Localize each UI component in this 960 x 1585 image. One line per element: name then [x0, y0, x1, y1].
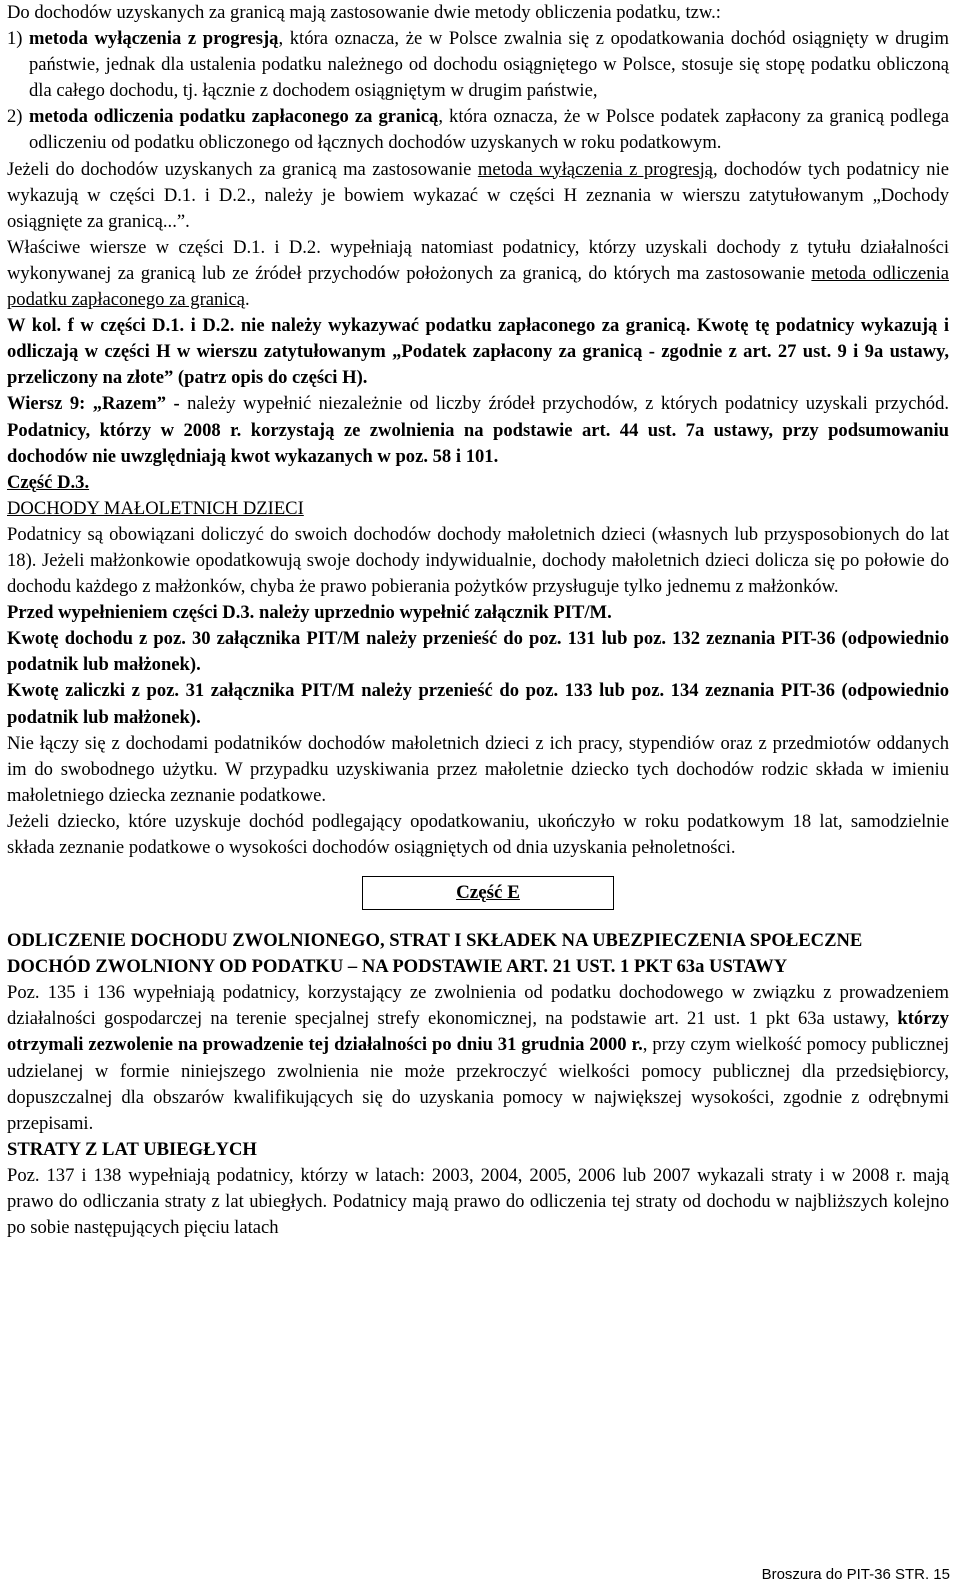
progresja-paragraph [7, 157, 949, 235]
page-footer: Broszura do PIT-36 STR. 15 [761, 1566, 950, 1583]
odliczenie-underlined: metoda odliczenia podatku zapłaconego za granicą [7, 262, 949, 311]
text-run: . [244, 289, 250, 311]
d3-paragraph-3: Jeżeli dziecko, które uzyskuje dochód podlegający opodatkowaniu, ukończyło w roku podatkowym 18 lat, samodzielnie składa zeznanie podatkowe o wysokości dochodów osiągniętych od dnia uzyskania pełnoletności. [7, 810, 949, 858]
text-run: Poz. 135 i 136 wypełniają podatnicy, korzystający ze zwolnienia od podatku dochodowego w związku z prowadzeniem działalności gospodarczej na terenie specjalnej strefy ekonomicznej, na podstawie art. 21 ust. 1 pkt 63a ustawy, [7, 982, 949, 1030]
d3-bold-2: Kwotę dochodu z poz. 30 załącznika PIT/M należy przenieść do poz. 131 lub poz. 132 zeznania PIT-36 (odpowiednio podatnik lub małżonek). [7, 628, 949, 676]
e-bold-text: którzy otrzymali zezwolenie na prowadzenie tej działalności po dniu 31 grudnia 2000 r. [7, 1008, 949, 1056]
d3-paragraph-2: Nie łączy się z dochodami podatników dochodów małoletnich dzieci z ich pracy, stypendiów oraz z przedmiotów oddanych im do swobodnego użytku. W przypadku uzyskiwania przez małoletnie dziecko tych dochodów rodzic składa w imieniu małoletniego dziecka zeznanie podatkowe. [7, 732, 949, 806]
e-paragraph-1 [7, 980, 949, 1137]
list-item-method-2 [7, 104, 949, 156]
wiersz9-label: Wiersz 9: „Razem” - [7, 393, 180, 415]
e-paragraph-2: Poz. 137 i 138 wypełniają podatnicy, którzy w latach: 2003, 2004, 2005, 2006 lub 2007 wykazali straty i w 2008 r. mają prawo do odliczania straty z lat ubiegłych. Podatnicy mają prawo do odliczenia tej straty od dochodu w najbliższych kolejno po sobie następujących pięciu latach [7, 1164, 949, 1239]
method-1-text: , która oznacza, że w Polsce zwalnia się z opodatkowania dochód osiągnięty w drugim państwie, jednak dla ustalenia podatku należnego od dochodu osiągniętego w Polsce, stosuje się stopę podatku obliczoną dla całego dochodu, tj. łącznie z dochodem osiągniętym w drugim państwie, [29, 28, 950, 102]
text-run: , dochodów tych podatnicy nie wykazują w części D.1. i D.2., należy je bowiem wykazać w części H zeznania w wierszu zatytułowanym „Dochody osiągnięte za granicą...”. [7, 158, 949, 232]
document-page [7, 0, 949, 1241]
section-d3-label: Część D.3. [7, 471, 90, 493]
method-2-name: metoda odliczenia podatku zapłaconego za granicą [29, 106, 439, 128]
list-number: 1) [7, 28, 23, 50]
list-item-method-1 [7, 26, 949, 104]
wiersz9-bold-text: Podatnicy, którzy w 2008 r. korzystają ze zwolnienia na podstawie art. 44 ust. 7a ustawy, przy podsumowaniu dochodów nie uwzględniają kwot wykazanych w poz. 58 i 101. [7, 419, 949, 467]
list-number: 2) [7, 106, 23, 128]
wkol-paragraph: W kol. f w części D.1. i D.2. nie należy wykazywać podatku zapłaconego za granicą. Kwotę tę podatnicy wykazują i odliczają w części H w wierszu zatytułowanym „Podatek zapłacony za granicą - zgodnie z art. 27 ust. 9 i 9a ustawy, przeliczony na złote” (patrz opis do części H). [7, 315, 949, 389]
section-e-title: ODLICZENIE DOCHODU ZWOLNIONEGO, STRAT I SKŁADEK NA UBEZPIECZENIA SPOŁECZNE [7, 930, 863, 952]
section-e-subtitle-zwolniony: DOCHÓD ZWOLNIONY OD PODATKU – NA PODSTAWIE ART. 21 UST. 1 PKT 63a USTAWY [7, 956, 788, 978]
wlasciwe-paragraph [7, 235, 949, 313]
method-2-text: , która oznacza, że w Polsce podatek zapłacony za granicą podlega odliczeniu od podatku obliczonego od łącznych dochodów uzyskanych w roku podatkowym. [29, 106, 950, 154]
list-body [29, 104, 949, 156]
d3-bold-3: Kwotę zaliczki z poz. 31 załącznika PIT/M należy przenieść do poz. 133 lub poz. 134 zeznania PIT-36 (odpowiednio podatnik lub małżonek). [7, 680, 949, 728]
section-e-box-wrap [7, 876, 949, 910]
method-1-name: metoda wyłączenia z progresją [29, 28, 279, 50]
progresja-underlined: metoda wyłączenia z progresją [477, 158, 714, 180]
section-e-subtitle-straty: STRATY Z LAT UBIEGŁYCH [7, 1138, 257, 1160]
d3-paragraph-1: Podatnicy są obowiązani doliczyć do swoich dochodów dochody małoletnich dzieci (własnych lub przysposobionych do lat 18). Jeżeli małżonkowie opodatkowują swoje dochody indywidualnie, dochody małoletnich dzieci dolicza się po połowie do dochodu każdego z małżonków, chyba że prawo pobierania pożytków przysługuje tylko jednemu z małżonków. [7, 523, 949, 598]
d3-bold-1: Przed wypełnieniem części D.3. należy uprzednio wypełnić załącznik PIT/M. [7, 602, 612, 624]
section-d3-title: DOCHODY MAŁOLETNICH DZIECI [7, 497, 304, 519]
section-e-box: Część E [362, 876, 614, 910]
text-run: Właściwe wiersze w części D.1. i D.2. wypełniają natomiast podatnicy, którzy uzyskali dochody z tytułu działalności wykonywanej za granicą lub ze źródeł przychodów położonych za granicą, do których ma zastosowanie [7, 236, 949, 284]
intro-paragraph: Do dochodów uzyskanych za granicą mają zastosowanie dwie metody obliczenia podatku, tzw.: [7, 2, 721, 23]
text-run: należy wypełnić niezależnie od liczby źródeł przychodów, z których podatnicy uzyskali przychód. [179, 393, 950, 415]
text-run: , przy czym wielkość pomocy publicznej udzielanej w formie niniejszego zwolnienia nie może przekroczyć wielkości pomocy publicznej dla przedsiębiorcy, dopuszczalnej dla obszarów kwalifikujących się do uzyskania pomocy w największej wysokości, zgodnie z odrębnymi przepisami. [7, 1034, 949, 1134]
wiersz9-paragraph [7, 391, 949, 469]
list-body [29, 26, 949, 104]
text-run: Jeżeli do dochodów uzyskanych za granicą ma zastosowanie [7, 158, 478, 180]
